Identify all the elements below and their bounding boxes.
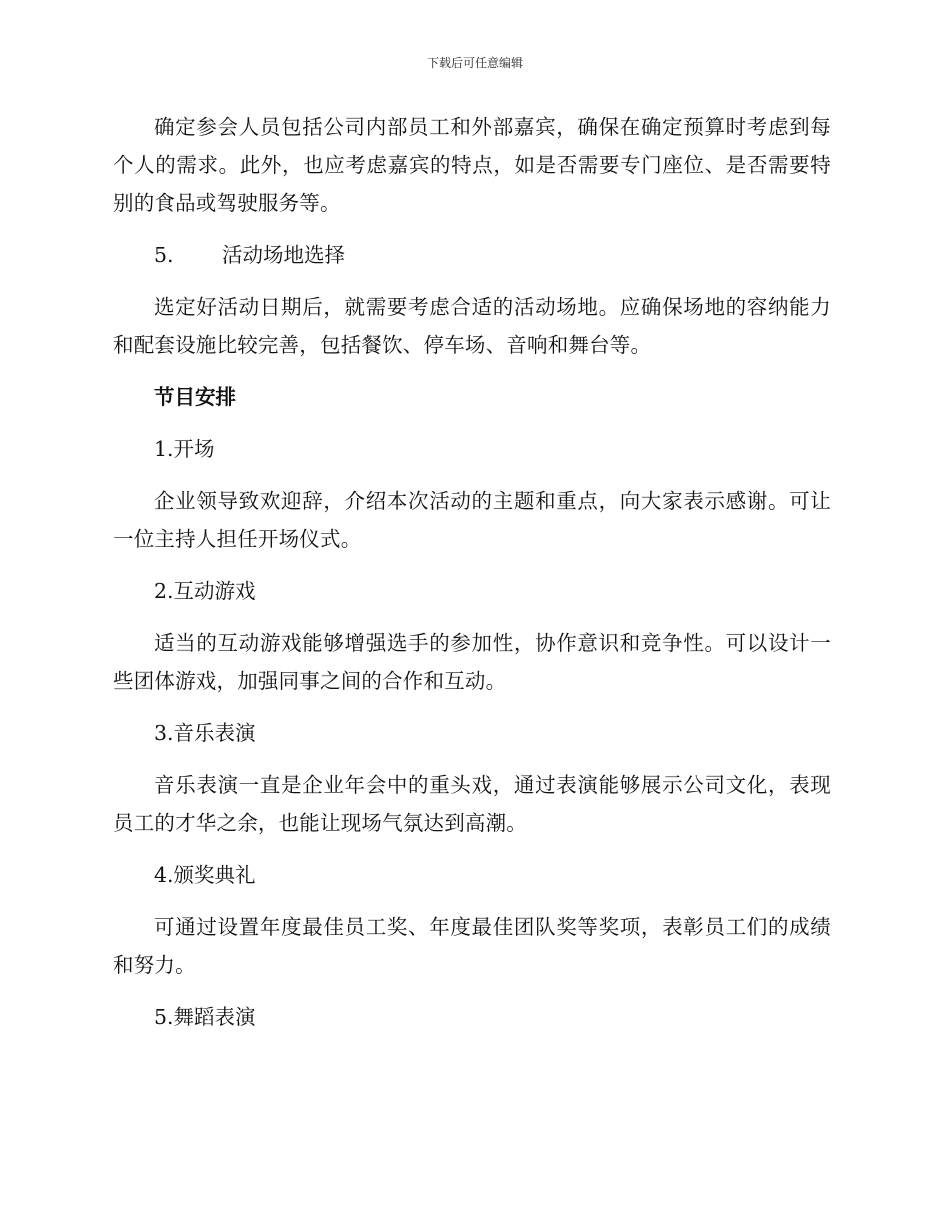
paragraph-awards: 可通过设置年度最佳员工奖、年度最佳团队奖等奖项，表彰员工们的成绩和努力。 (113, 915, 831, 977)
subheading-opening: 1.开场 (154, 437, 215, 461)
paragraph-venue: 选定好活动日期后，就需要考虑合适的活动场地。应确保场地的容纳能力和配套设施比较完善，包括餐饮、停车场、音响和舞台等。 (113, 295, 831, 357)
paragraph-music: 音乐表演一直是企业年会中的重头戏，通过表演能够展示公司文化，表现员工的才华之余，也能让现场气氛达到高潮。 (113, 773, 831, 835)
paragraph-attendees: 确定参会人员包括公司内部员工和外部嘉宾，确保在确定预算时考虑到每个人的需求。此外，也应考虑嘉宾的特点，如是否需要专门座位、是否需要特别的食品或驾驶服务等。 (113, 115, 831, 215)
list-item-venue (113, 236, 831, 274)
subheading-games: 2.互动游戏 (154, 579, 256, 603)
subheading-music: 3.音乐表演 (154, 721, 256, 745)
document-body (113, 108, 831, 1050)
list-item-number: 5. (154, 243, 174, 267)
subheading-dance: 5.舞蹈表演 (154, 1005, 256, 1029)
subheading-awards: 4.颁奖典礼 (154, 863, 256, 887)
paragraph-games: 适当的互动游戏能够增强选手的参加性，协作意识和竞争性。可以设计一些团体游戏，加强同事之间的合作和互动。 (113, 631, 831, 693)
header-note: 下载后可任意编辑 (426, 56, 523, 70)
section-heading-program: 节目安排 (154, 385, 236, 409)
paragraph-opening: 企业领导致欢迎辞，介绍本次活动的主题和重点，向大家表示感谢。可让一位主持人担任开场仪式。 (113, 489, 831, 551)
list-item-label: 活动场地选择 (222, 243, 345, 267)
